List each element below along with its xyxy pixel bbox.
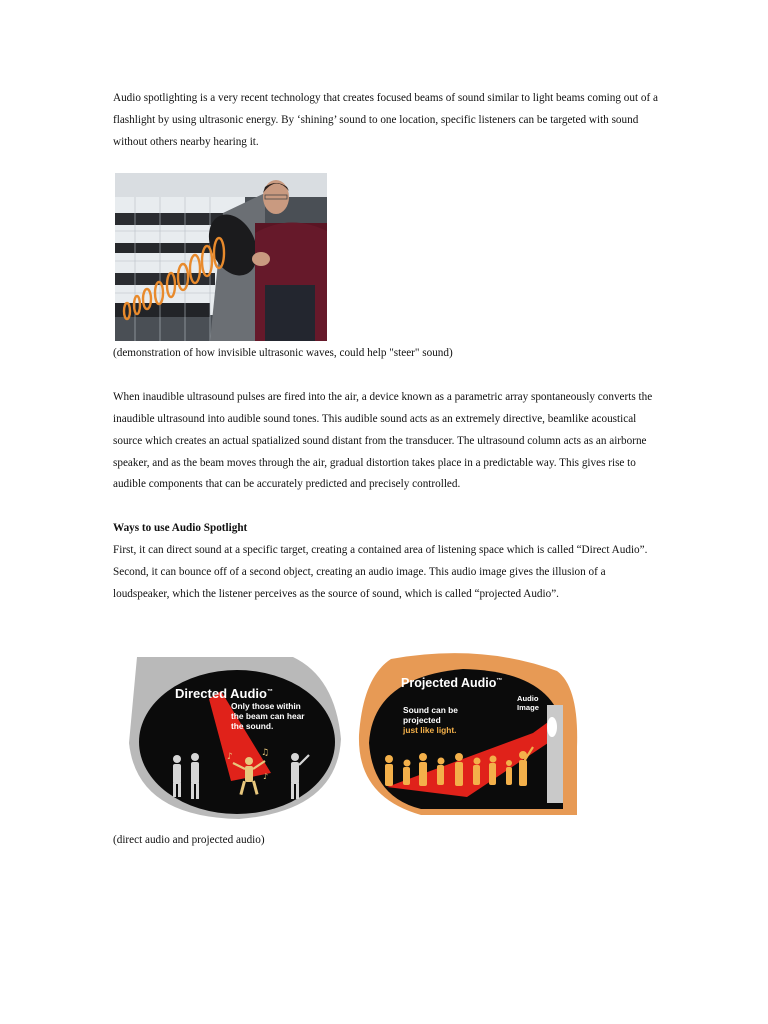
svg-text:♪: ♪ (263, 772, 269, 782)
audio-image-label: Audio Image (517, 694, 539, 713)
section-heading: Ways to use Audio Spotlight (113, 522, 248, 535)
directed-title: Directed Audio™ (175, 686, 273, 702)
mechanism-paragraph: When inaudible ultrasound pulses are fired into the air, a device known as a parametric array spontaneously converts the inaudible ultrasound into audible sound tones. This audible sound acts as an extremely directive, beamlike acoustical source which creates an actual spatialized sound distant from the transducer. The ultrasound column acts as an airborne speaker, and as the beam moves through the air, gradual distortion takes place in a predictable way. This gives rise to audible components that can be accurately predicted and precisely controlled. (113, 391, 653, 491)
section-body: First, it can direct sound at a specific target, creating a contained area of listening space which is called “Direct Audio”. Second, it can bounce off of a second object, creating an audio image. This audio image gives the illusion of a loudspeaker, which the listener perceives as the source of sound, which is called “projected Audio”. (113, 543, 648, 600)
figure1-caption: (demonstration of how invisible ultrasonic waves, could help "steer" sound) (113, 347, 453, 360)
svg-text:♫: ♫ (261, 748, 270, 759)
figure2-caption: (direct audio and projected audio) (113, 834, 265, 847)
projected-description: Sound can be projected just like light. (403, 705, 458, 736)
directed-audio-illustration (123, 647, 343, 825)
projected-audio-illustration (351, 647, 581, 825)
document-page (113, 88, 658, 852)
audio-modes-figure (123, 647, 658, 825)
svg-text:♪: ♪ (227, 752, 233, 763)
directed-description: Only those within the beam can hear the sound. (231, 701, 305, 732)
intro-paragraph: Audio spotlighting is a very recent technology that creates focused beams of sound similar to light beams coming out of a flashlight by using ultrasonic energy. By ‘shining’ sound to one location, specific listeners can be targeted with sound without others nearby hearing it. (113, 92, 658, 148)
ultrasonic-demo-photo (115, 173, 327, 341)
projected-title: Projected Audio™ (401, 676, 503, 691)
